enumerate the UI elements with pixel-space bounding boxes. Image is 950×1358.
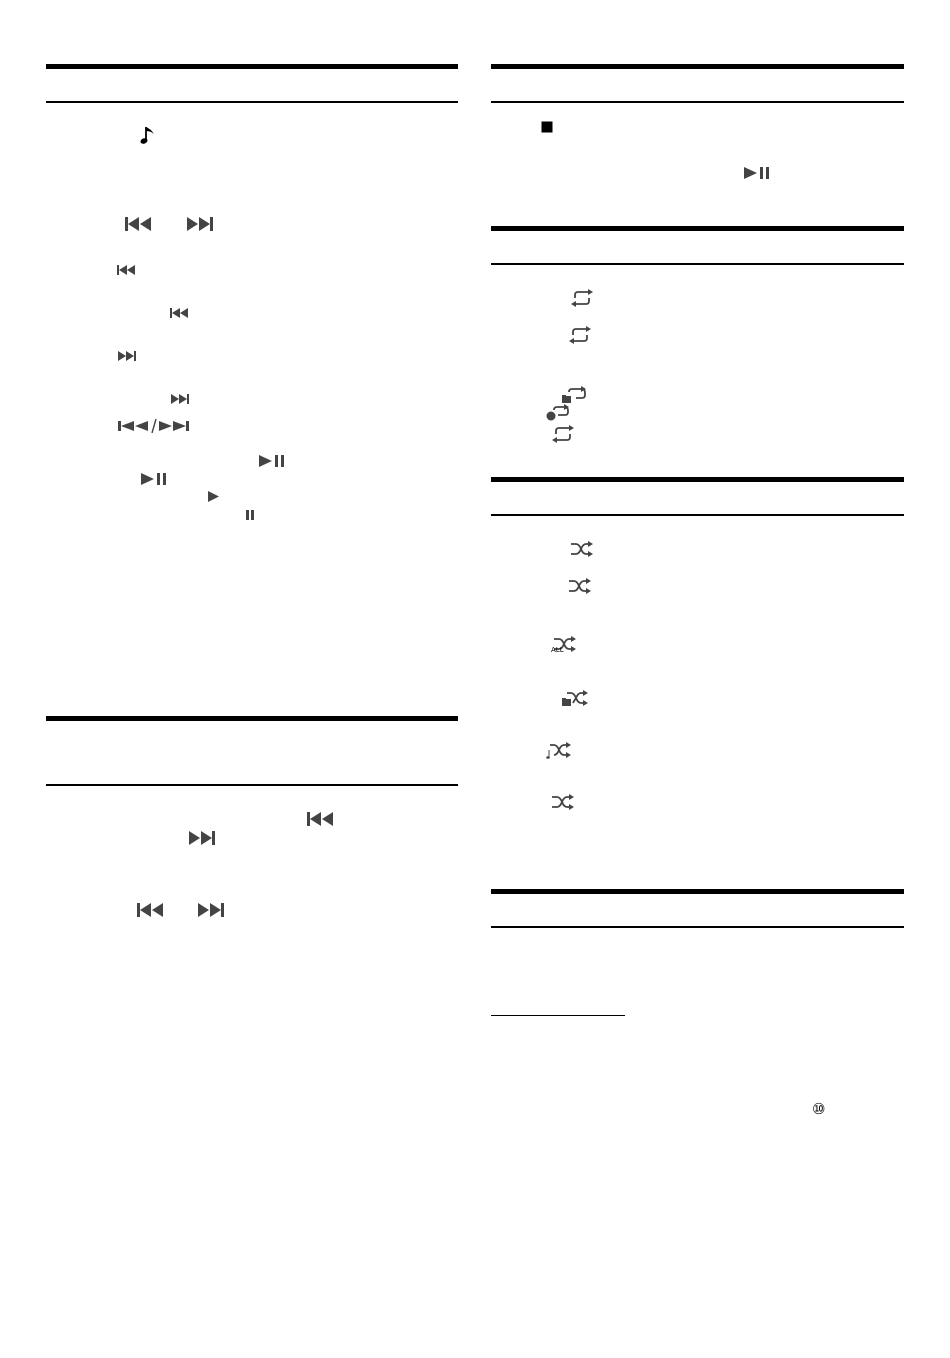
skip-forward-icon: [197, 902, 225, 918]
section-heading-other: [491, 895, 904, 925]
skip-forward-icon: [186, 216, 214, 232]
repeat-icon: [567, 326, 593, 344]
shuffle-icon: [568, 578, 592, 594]
skip-back-icon: [136, 902, 164, 918]
music-note-icon: [140, 124, 158, 146]
section-rule-playback-top: [46, 64, 458, 69]
pause-icon: [245, 509, 255, 521]
skip-back-icon: [118, 420, 150, 432]
repeat-folder-icon: [560, 386, 588, 404]
section-rule-search-top: [46, 716, 458, 721]
section-rule-repeat-top: [491, 226, 904, 231]
skip-back-icon: [124, 216, 152, 232]
skip-forward-icon: [188, 830, 216, 846]
shuffle-icon: [551, 794, 575, 810]
section-rule-other-top: [491, 889, 904, 894]
subheading-underline: [491, 1015, 625, 1016]
section-rule-stop-bottom: [491, 101, 904, 103]
section-rule-stop-top: [491, 64, 904, 69]
skip-back-icon: [170, 307, 189, 319]
section-heading-repeat: [491, 232, 904, 262]
play-pause-icon: [258, 454, 286, 468]
section-rule-shuffle-top: [491, 477, 904, 482]
page-number-marker: ⑩: [812, 1100, 826, 1118]
section-heading-search: [46, 722, 458, 782]
skip-forward-icon: [170, 393, 189, 405]
section-heading-shuffle: [491, 483, 904, 513]
play-pause-icon: [743, 166, 771, 180]
section-heading-playback: [46, 70, 458, 100]
section-rule-search-bottom: [46, 784, 458, 786]
skip-forward-icon: [117, 350, 136, 362]
shuffle-icon: [570, 541, 594, 557]
repeat-icon: [569, 289, 595, 307]
play-icon: [207, 490, 221, 503]
repeat-one-icon: [545, 404, 571, 422]
stop-icon: [541, 121, 553, 133]
repeat-icon: [550, 425, 576, 443]
skip-back-icon: [117, 264, 136, 276]
section-rule-repeat-bottom: [491, 263, 904, 265]
section-rule-other-bottom: [491, 926, 904, 928]
section-heading-stop: [491, 70, 904, 100]
section-rule-playback-bottom: [46, 101, 458, 103]
section-rule-shuffle-bottom: [491, 514, 904, 516]
slash-separator: [151, 419, 157, 433]
shuffle-folder-icon: [561, 690, 589, 708]
skip-forward-icon: [158, 420, 190, 432]
shuffle-all-label: ALL: [551, 646, 564, 654]
skip-back-icon: [306, 811, 334, 827]
play-pause-icon: [140, 472, 168, 486]
shuffle-song-icon: [546, 742, 572, 760]
